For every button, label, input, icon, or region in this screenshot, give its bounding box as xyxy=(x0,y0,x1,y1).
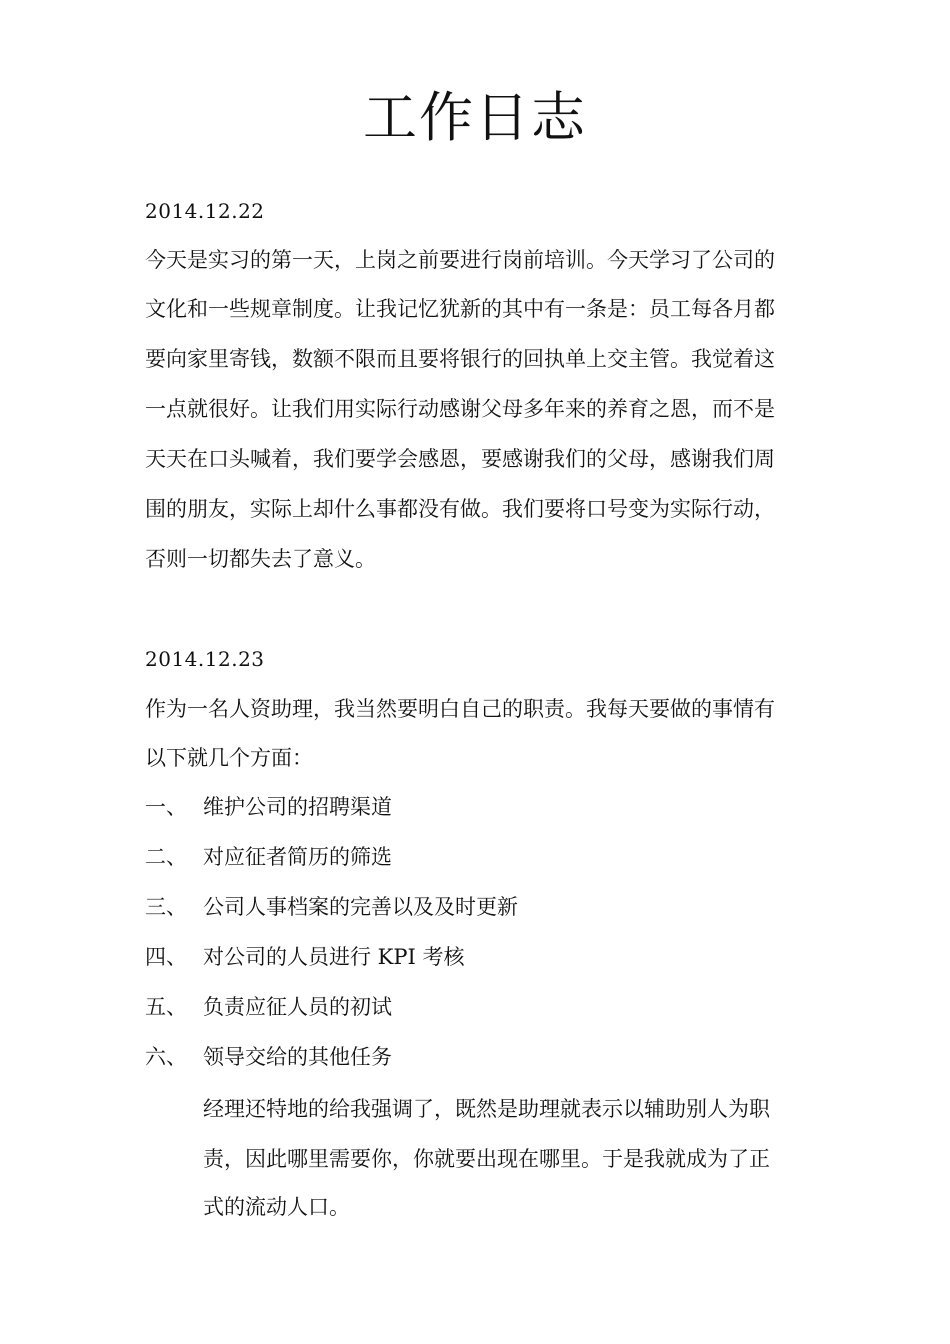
entry-date: 2014.12.22 xyxy=(145,199,265,223)
list-item-text: 维护公司的招聘渠道 xyxy=(203,795,392,819)
list-marker: 三、 xyxy=(145,895,187,919)
paragraph-line: 式的流动人口。 xyxy=(203,1195,350,1219)
list-item-text: 领导交给的其他任务 xyxy=(203,1045,392,1069)
paragraph-line: 作为一名人资助理，我当然要明白自己的职责。我每天要做的事情有 xyxy=(145,697,775,721)
page-title: 工作日志 xyxy=(363,86,587,149)
paragraph-line: 经理还特地的给我强调了，既然是助理就表示以辅助别人为职 xyxy=(203,1097,770,1121)
paragraph-line: 文化和一些规章制度。让我记忆犹新的其中有一条是：员工每各月都 xyxy=(145,297,775,321)
list-marker: 一、 xyxy=(145,795,187,819)
paragraph-line: 围的朋友，实际上却什么事都没有做。我们要将口号变为实际行动， xyxy=(145,497,775,521)
paragraph-line: 要向家里寄钱，数额不限而且要将银行的回执单上交主管。我觉着这 xyxy=(145,347,775,371)
list-marker: 四、 xyxy=(145,945,187,969)
list-item-text: 公司人事档案的完善以及及时更新 xyxy=(203,895,518,919)
list-item-text: 负责应征人员的初试 xyxy=(203,995,392,1019)
list-item-text: 对应征者简历的筛选 xyxy=(203,845,392,869)
list-item-text: 对公司的人员进行 KPI 考核 xyxy=(203,945,465,969)
paragraph-line: 责，因此哪里需要你，你就要出现在哪里。于是我就成为了正 xyxy=(203,1147,770,1171)
list-marker: 五、 xyxy=(145,995,187,1019)
paragraph-line: 今天是实习的第一天，上岗之前要进行岗前培训。今天学习了公司的 xyxy=(145,248,775,272)
entry-date: 2014.12.23 xyxy=(145,647,265,671)
paragraph-line: 以下就几个方面： xyxy=(145,746,313,770)
list-marker: 二、 xyxy=(145,845,187,869)
paragraph-line: 天天在口头喊着，我们要学会感恩，要感谢我们的父母，感谢我们周 xyxy=(145,447,775,471)
list-marker: 六、 xyxy=(145,1045,187,1069)
paragraph-line: 否则一切都失去了意义。 xyxy=(145,547,376,571)
paragraph-line: 一点就很好。让我们用实际行动感谢父母多年来的养育之恩，而不是 xyxy=(145,397,775,421)
